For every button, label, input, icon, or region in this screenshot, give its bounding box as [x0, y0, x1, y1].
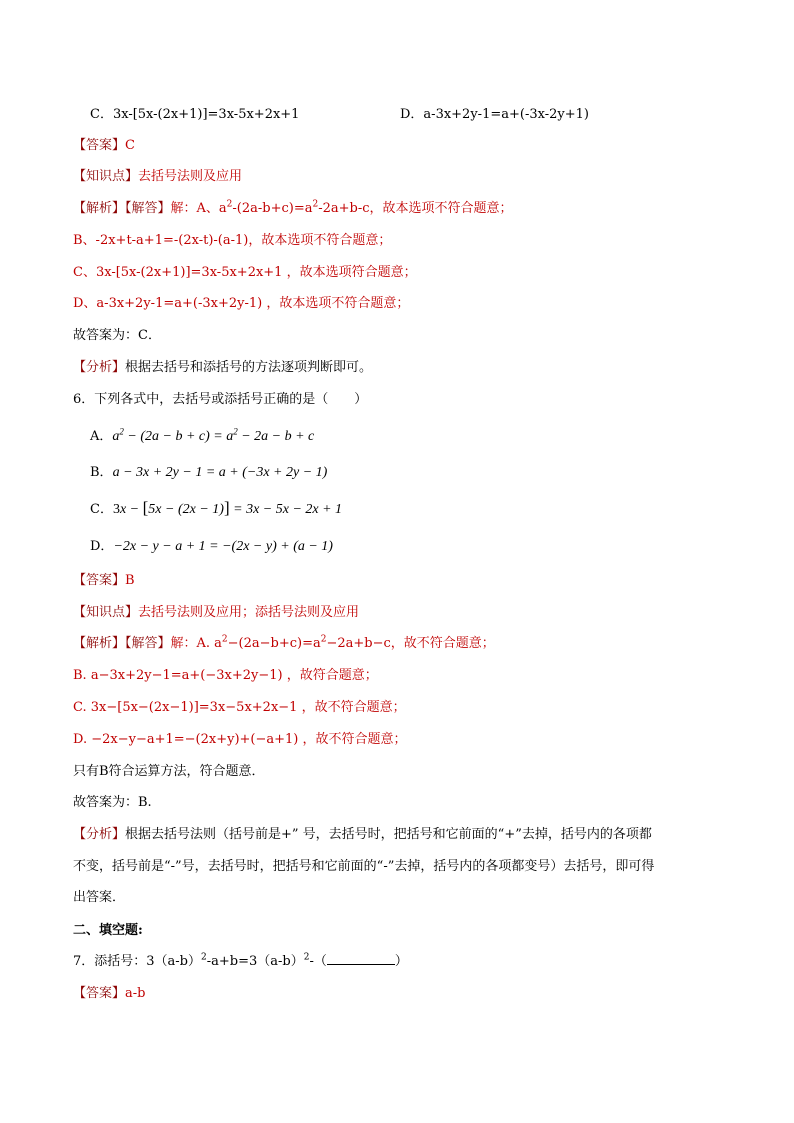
- option-d-formula: −2x − y − a + 1 = −(2x − y) + (a − 1): [113, 539, 333, 554]
- q6-analysis-line-c: C. 3x−[5x−(2x−1)]=3x−5x+2x−1 ，故不符合题意；: [73, 700, 406, 715]
- analysis-a-mid: -(2a-b+c)=a: [232, 201, 313, 216]
- question-7-stem: 7．添括号：$3(a-b)^2-a+b=3(a-b)^2-$（ ）: [73, 952, 408, 969]
- q6-fenxi-row: [73, 823, 652, 842]
- knowledge-text: 去括号法则及应用: [138, 169, 243, 184]
- q6-fenxi-line-3: 出答案．: [73, 890, 126, 905]
- analysis-line-c: C、3x-[5x-(2x+1)]=3x-5x+2x+1 ，故本选项符合题意；: [73, 265, 417, 280]
- option-b-formula: a − 3x + 2y − 1 = a + (−3x + 2y − 1): [112, 465, 328, 480]
- fenxi-row: [73, 356, 372, 375]
- q6-analysis-a-end: −2a+b−c，故不符合题意；: [326, 636, 495, 651]
- q6-analysis-a-mid: −(2a−b+c)=a: [227, 636, 321, 651]
- q7-stem-a: 7．添括号：3（a-b）: [73, 954, 202, 969]
- option-a-label: A．: [90, 429, 113, 444]
- q7-stem-c: -（: [309, 954, 327, 969]
- q7-stem-d: ）: [394, 954, 408, 969]
- knowledge-tag: 【知识点】: [73, 169, 139, 184]
- answer-blank: [327, 952, 395, 965]
- q6-fenxi-tag: 【分析】: [73, 827, 126, 842]
- q6-analysis-a-prefix: 解：A. a: [170, 636, 222, 651]
- q6-analysis-line-d: D. −2x−y−a+1=−(2x+y)+(−a+1) ，故不符合题意；: [73, 732, 407, 747]
- answer-row: [73, 134, 135, 153]
- q7-stem-b: -a+b=3（a-b）: [206, 954, 304, 969]
- q6-knowledge-row: [73, 601, 359, 620]
- option-a-formula: $a^2 - (2a - b + c) = a^2 - 2a - b + c$: [112, 426, 315, 444]
- question-6-stem: 6．下列各式中，去括号或添括号正确的是（ ）: [73, 392, 368, 407]
- option-d-label: D．: [90, 539, 114, 554]
- answer-tag: 【答案】: [73, 138, 126, 153]
- q6-conclusion: 故答案为：B.: [73, 795, 152, 810]
- q7-answer-row: [73, 982, 145, 1001]
- fenxi-tag: 【分析】: [73, 360, 126, 375]
- q6-answer-row: [73, 569, 135, 588]
- analysis-row-a: 【解析】【解答】解：A、$a^2-(2a-b+c)=a^2-2a+b-c$，故本选项不符合题意；: [73, 199, 513, 216]
- q6-knowledge-text: 去括号法则及应用；添括号法则及应用: [138, 605, 360, 620]
- analysis-a-prefix: 解：A、a: [170, 201, 227, 216]
- answer-value: C: [125, 138, 135, 153]
- q6-only-b: 只有B符合运算方法，符合题意．: [73, 764, 265, 779]
- knowledge-row: [73, 165, 242, 184]
- q6-fenxi-line-1: 根据去括号法则（括号前是+” 号，去括号时，把括号和它前面的“+”去掉，括号内的各项都: [125, 827, 652, 842]
- option-b-label: B．: [90, 465, 113, 480]
- analysis-line-d: D、a-3x+2y-1=a+(-3x+2y-1) ，故本选项不符合题意；: [73, 296, 410, 311]
- analysis-line-b: B、-2x+t-a+1=-(2x-t)-(a-1)，故本选项不符合题意；: [73, 233, 392, 248]
- section-heading: 二、填空题:: [73, 923, 143, 938]
- q6-answer-value: B: [125, 573, 135, 588]
- option-c-label: C．: [90, 502, 113, 517]
- analysis-a-end: -2a+b-c，故本选项不符合题意；: [318, 201, 513, 216]
- analysis-tag: 【解析】【解答】: [73, 201, 171, 216]
- conclusion: 故答案为：C．: [73, 328, 161, 343]
- question-6-option-c: [90, 498, 342, 518]
- q6-fenxi-line-2: 不变，括号前是“-”号，去括号时，把括号和它前面的“-”去掉，括号内的各项都变号）去括号，即可得: [73, 859, 655, 874]
- q6-knowledge-tag: 【知识点】: [73, 605, 139, 620]
- fenxi-text: 根据去括号和添括号的方法逐项判断即可。: [125, 360, 373, 375]
- question-6-option-a: [90, 425, 314, 445]
- option-d: D．a-3x+2y-1=a+(-3x-2y+1): [400, 107, 589, 122]
- q7-answer-value: a-b: [125, 986, 146, 1001]
- option-c-formula: 3x − [5x − (2x − 1)] = 3x − 5x − 2x + 1: [112, 498, 343, 517]
- q6-analysis-row-a: 【解析】【解答】解：A. $a^2-(2a-b+c)=a^2-2a+b-c$，故不符合题意；: [73, 634, 495, 651]
- option-c: C．3x-[5x-(2x+1)]=3x-5x+2x+1: [90, 107, 300, 122]
- q6-analysis-line-b: B. a−3x+2y−1=a+(−3x+2y−1) ，故符合题意；: [73, 668, 378, 683]
- q6-analysis-tag: 【解析】【解答】: [73, 636, 171, 651]
- question-6-option-b: [90, 461, 327, 481]
- q6-answer-tag: 【答案】: [73, 573, 126, 588]
- q7-answer-tag: 【答案】: [73, 986, 126, 1001]
- question-6-option-d: [90, 535, 333, 555]
